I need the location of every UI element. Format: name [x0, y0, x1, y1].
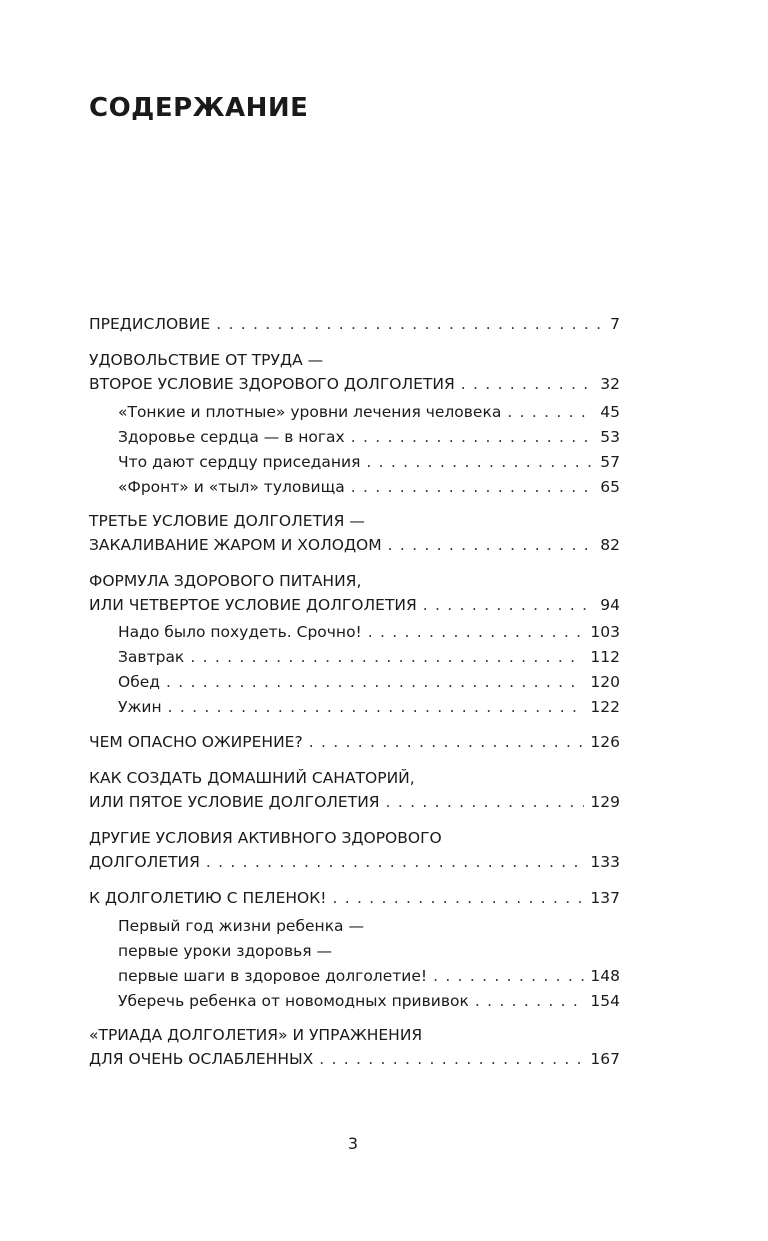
toc-entry-page: 65 — [600, 478, 620, 496]
dot-leader — [351, 425, 595, 449]
toc-entry-title: ПРЕДИСЛОВИЕ — [89, 315, 211, 333]
toc-entry-page: 122 — [590, 698, 620, 716]
toc-entry-title: ТРЕТЬЕ УСЛОВИЕ ДОЛГОЛЕТИЯ — — [89, 512, 365, 530]
toc-entry-title: ЗАКАЛИВАНИЕ ЖАРОМ И ХОЛОДОМ — [89, 536, 382, 554]
dot-leader — [475, 989, 585, 1013]
toc-entry-page: 94 — [600, 596, 620, 614]
toc-entry-title: ЧЕМ ОПАСНО ОЖИРЕНИЕ? — [89, 733, 303, 751]
toc-entry-title: Что дают сердцу приседания — [118, 453, 361, 471]
toc-entry — [89, 730, 620, 754]
toc-entry-page: 7 — [610, 315, 620, 333]
page-title: СОДЕРЖАНИЕ — [89, 93, 309, 123]
toc-entry-page: 133 — [590, 853, 620, 871]
toc-entry-title: ФОРМУЛА ЗДОРОВОГО ПИТАНИЯ, — [89, 572, 362, 590]
toc-entry-title: УДОВОЛЬСТВИЕ ОТ ТРУДА — — [89, 351, 324, 369]
toc-entry-title: ВТОРОЕ УСЛОВИЕ ЗДОРОВОГО ДОЛГОЛЕТИЯ — [89, 375, 455, 393]
toc-entry — [89, 533, 620, 557]
toc-entry-page: 129 — [590, 793, 620, 811]
toc-entry-page: 45 — [600, 403, 620, 421]
toc-entry-title: ДОЛГОЛЕТИЯ — [89, 853, 200, 871]
toc-entry-page: 103 — [590, 623, 620, 641]
toc-entry-title: ИЛИ ПЯТОЕ УСЛОВИЕ ДОЛГОЛЕТИЯ — [89, 793, 380, 811]
toc-entry-title: КАК СОЗДАТЬ ДОМАШНИЙ САНАТОРИЙ, — [89, 769, 415, 787]
dot-leader — [433, 964, 584, 988]
toc-entry — [89, 569, 620, 593]
toc-entry-title: Ужин — [118, 698, 162, 716]
toc-entry — [89, 348, 620, 372]
toc-entry-page: 82 — [600, 536, 620, 554]
dot-leader — [319, 1047, 584, 1071]
toc-entry-page: 126 — [590, 733, 620, 751]
dot-leader — [423, 593, 594, 617]
toc-subentry — [118, 620, 620, 644]
toc-entry-title: Обед — [118, 673, 161, 691]
toc-subentry — [118, 964, 620, 988]
dot-leader — [166, 670, 584, 694]
toc-entry-title: Завтрак — [118, 648, 185, 666]
toc-entry-page: 167 — [590, 1050, 620, 1068]
dot-leader — [206, 850, 585, 874]
dot-leader — [190, 645, 584, 669]
toc-entry — [89, 790, 620, 814]
dot-leader — [388, 533, 595, 557]
toc-entry — [89, 372, 620, 396]
toc-subentry — [118, 425, 620, 449]
toc-subentry — [118, 475, 620, 499]
toc-entry-title: ДЛЯ ОЧЕНЬ ОСЛАБЛЕННЫХ — [89, 1050, 314, 1068]
toc-entry-title: К ДОЛГОЛЕТИЮ С ПЕЛЕНОК! — [89, 889, 327, 907]
toc-entry-page: 112 — [590, 648, 620, 666]
toc-entry — [89, 766, 620, 790]
dot-leader — [332, 886, 584, 910]
toc-entry — [89, 1023, 620, 1047]
toc-entry-title: ДРУГИЕ УСЛОВИЯ АКТИВНОГО ЗДОРОВОГО — [89, 829, 442, 847]
toc-entry — [89, 509, 620, 533]
toc-subentry — [118, 914, 620, 938]
toc-entry-title: «ТРИАДА ДОЛГОЛЕТИЯ» И УПРАЖНЕНИЯ — [89, 1026, 423, 1044]
toc-subentry — [118, 645, 620, 669]
toc-entry-page: 53 — [600, 428, 620, 446]
dot-leader — [386, 790, 585, 814]
toc-entry-page: 137 — [590, 889, 620, 907]
toc-entry-title: Здоровье сердца — в ногах — [118, 428, 345, 446]
toc-entry-title: «Тонкие и плотные» уровни лечения человека — [118, 403, 502, 421]
dot-leader — [368, 620, 585, 644]
toc-entry — [89, 886, 620, 910]
dot-leader — [461, 372, 595, 396]
toc-entry — [89, 312, 620, 336]
toc-entry-title: Уберечь ребенка от новомодных прививок — [118, 992, 469, 1010]
toc-entry-page: 32 — [600, 375, 620, 393]
toc-subentry — [118, 989, 620, 1013]
toc-entry-title: «Фронт» и «тыл» туловища — [118, 478, 345, 496]
toc-subentry — [118, 400, 620, 424]
toc-subentry — [118, 939, 620, 963]
dot-leader — [366, 450, 594, 474]
dot-leader — [351, 475, 595, 499]
toc-entry-page: 148 — [590, 967, 620, 985]
toc-entry — [89, 850, 620, 874]
dot-leader — [168, 695, 585, 719]
dot-leader — [507, 400, 594, 424]
toc-entry-page: 120 — [590, 673, 620, 691]
dot-leader — [216, 312, 604, 336]
toc-subentry — [118, 670, 620, 694]
toc-subentry — [118, 450, 620, 474]
toc-entry-page: 154 — [590, 992, 620, 1010]
toc-entry-title: Первый год жизни ребенка — — [118, 917, 364, 935]
toc-subentry — [118, 695, 620, 719]
toc-entry-page: 57 — [600, 453, 620, 471]
toc-entry-title: ИЛИ ЧЕТВЕРТОЕ УСЛОВИЕ ДОЛГОЛЕТИЯ — [89, 596, 417, 614]
toc-entry-title: Надо было похудеть. Срочно! — [118, 623, 362, 641]
toc-entry — [89, 593, 620, 617]
toc-entry-title: первые уроки здоровья — — [118, 942, 332, 960]
page-number: 3 — [347, 1134, 359, 1153]
toc-entry — [89, 826, 620, 850]
dot-leader — [309, 730, 585, 754]
toc-entry — [89, 1047, 620, 1071]
toc-entry-title: первые шаги в здоровое долголетие! — [118, 967, 428, 985]
